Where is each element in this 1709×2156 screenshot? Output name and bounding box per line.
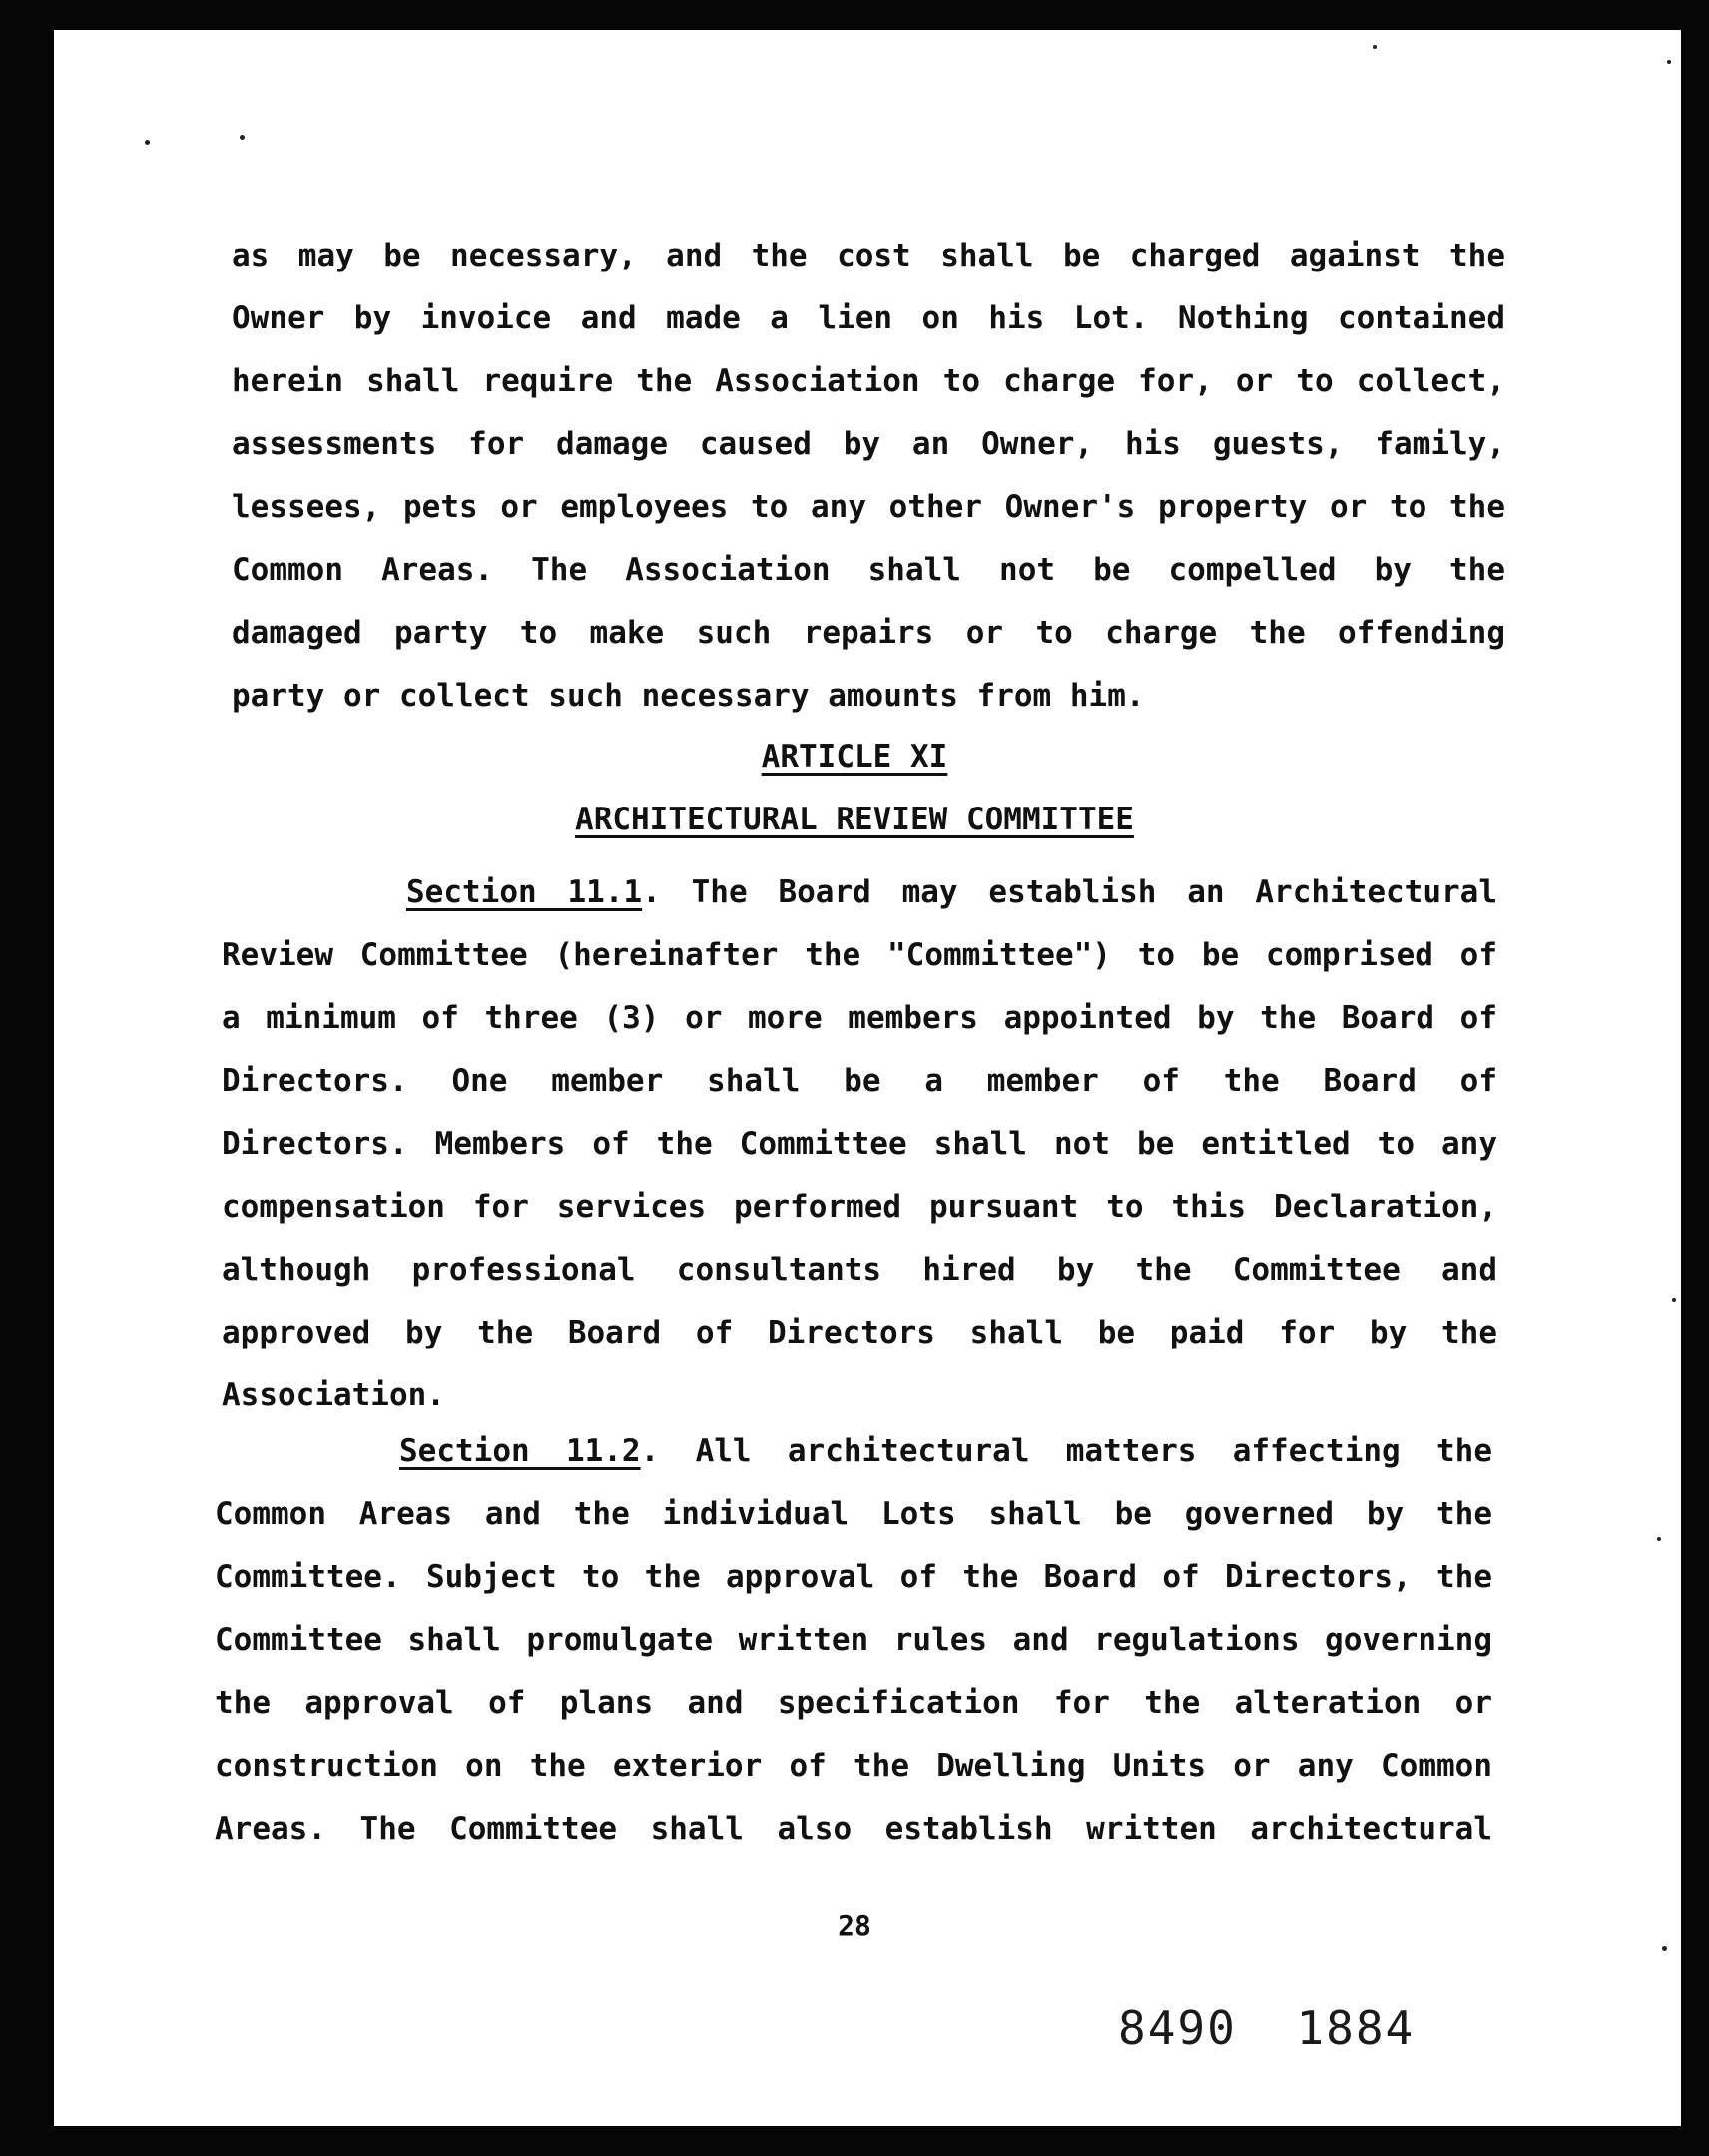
text-line: Common Areas. The Association shall not be compelled by the [232,552,1505,588]
section-11-2 [215,1420,1492,1861]
text-line: approved by the Board of Directors shall be paid for by the [222,1315,1497,1350]
text-line: assessments for damage caused by an Owner, his guests, family, [232,426,1505,462]
scan-speck [1662,1946,1667,1951]
paragraph-continuation [232,225,1505,728]
text-line: Owner by invoice and made a lien on his Lot. Nothing contained [232,300,1505,336]
text-line: Committee shall promulgate written rules and regulations governing [215,1622,1492,1658]
text-line: Association. [222,1377,445,1413]
scan-speck [145,140,150,145]
document-code: 8490 1884 [1118,2001,1416,2055]
text-line: the approval of plans and specification for the alteration or [215,1685,1492,1721]
section-first-line [215,1420,1492,1483]
text-line: Directors. Members of the Committee shall not be entitled to any [222,1126,1497,1162]
text-line: Review Committee (hereinafter the "Committee") to be comprised of [222,937,1497,973]
scan-speck [240,135,245,140]
section-label: Section 11.1 [406,874,643,910]
article-title: ARCHITECTURAL REVIEW COMMITTEE [575,802,1134,837]
text-line: Common Areas and the individual Lots shall be governed by the [215,1496,1492,1532]
scan-speck [1672,1298,1676,1302]
text-line: Committee. Subject to the approval of the Board of Directors, the [215,1559,1492,1595]
section-11-1 [222,861,1497,1427]
section-first-line [222,861,1497,924]
text-line: a minimum of three (3) or more members appointed by the Board of [222,1000,1497,1036]
article-number: ARTICLE XI [761,739,948,775]
text-line: lessees, pets or employees to any other Owner's property or to the [232,489,1505,525]
text-line: construction on the exterior of the Dwelling Units or any Common [215,1748,1492,1784]
text-line: Areas. The Committee shall also establish written architectural [215,1811,1492,1847]
scan-speck [1373,45,1377,49]
section-label: Section 11.2 [399,1433,641,1469]
section-first-line-text: . All architectural matters affecting the [640,1433,1492,1469]
scan-speck [1667,60,1671,64]
text-line: herein shall require the Association to charge for, or to collect, [232,363,1505,399]
text-line: as may be necessary, and the cost shall be charged against the [232,238,1505,273]
text-line: party or collect such necessary amounts from him. [232,678,1145,714]
text-line: although professional consultants hired by the Committee and [222,1252,1497,1288]
scan-speck [1657,1537,1661,1541]
page-number: 28 [838,1909,871,1942]
text-line: Directors. One member shall be a member of the Board of [222,1063,1497,1099]
text-line: damaged party to make such repairs or to charge the offending [232,615,1505,651]
section-first-line-text: . The Board may establish an Architectural [642,874,1498,910]
text-line: compensation for services performed pursuant to this Declaration, [222,1189,1497,1225]
